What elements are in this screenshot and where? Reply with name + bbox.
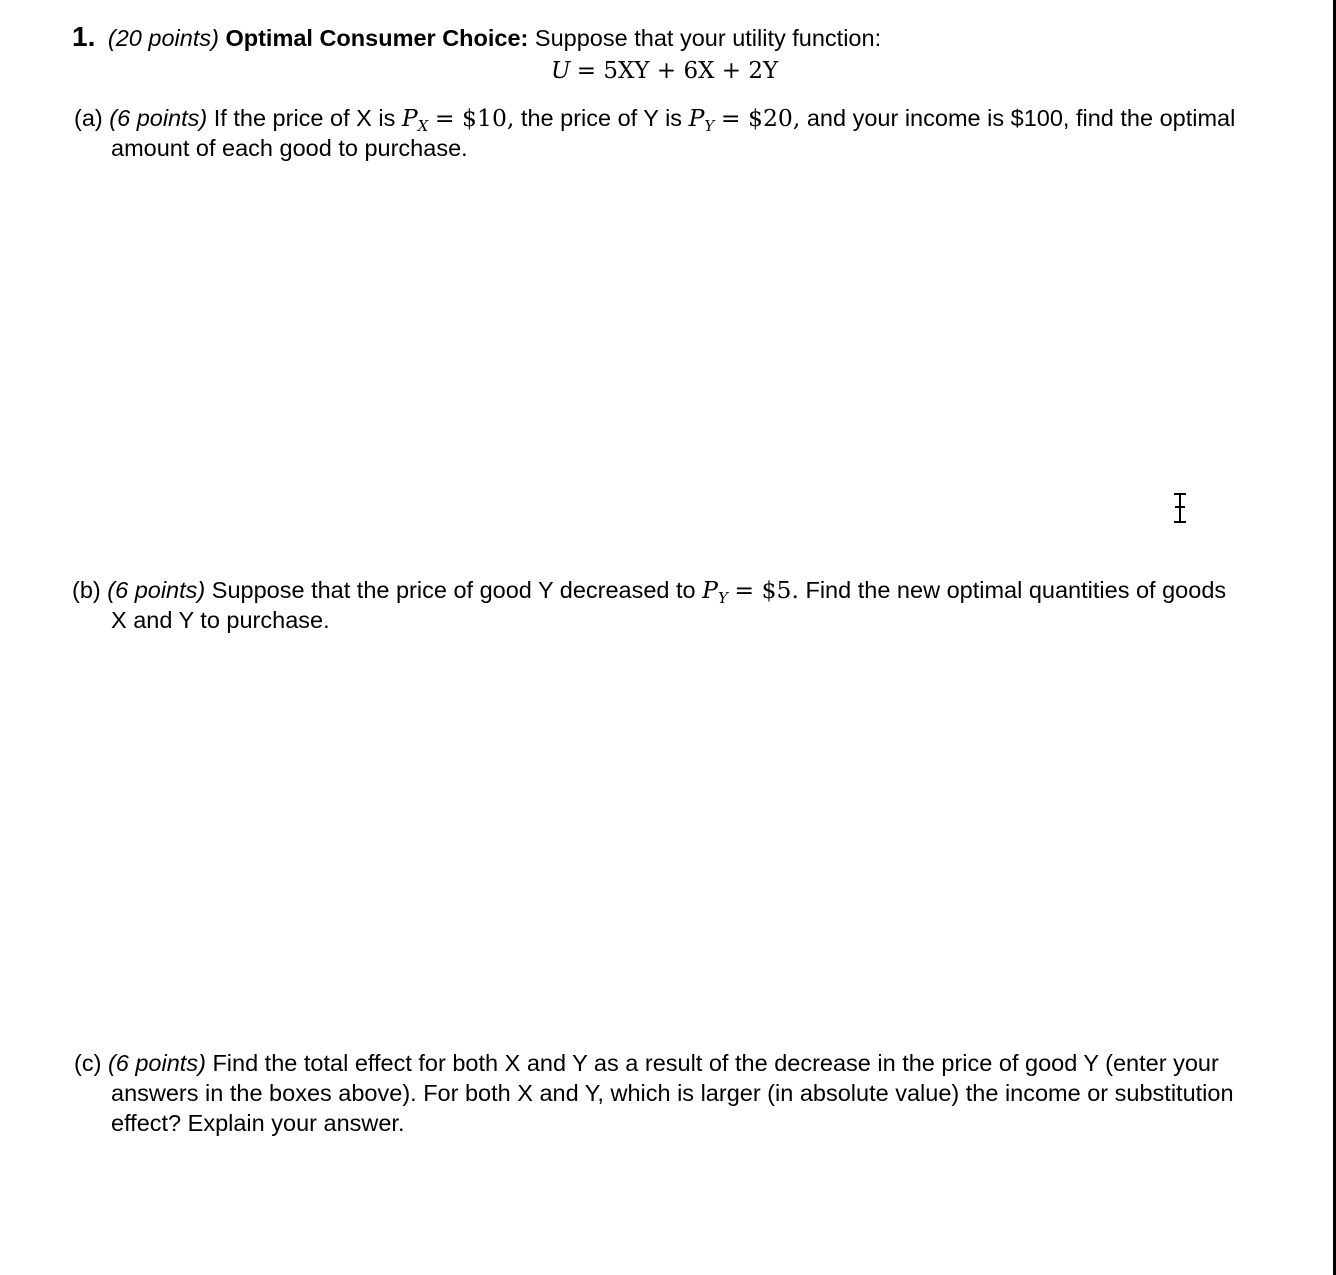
- problem-title: Optimal Consumer Choice:: [225, 25, 529, 51]
- part-c-line-2: answers in the boxes above). For both X and Y, which is larger (in absolute value) the income or substitution: [111, 1080, 1234, 1106]
- problem-points: (20 points): [107, 25, 219, 51]
- part-a-px-value: = $10,: [434, 104, 515, 132]
- part-b-label: (b): [72, 577, 101, 603]
- part-c-label: (c): [74, 1050, 102, 1076]
- part-b-text-pre: Suppose that the price of good Y decreased to: [211, 577, 696, 603]
- part-a-text-mid: the price of Y is: [520, 105, 683, 131]
- part-c-points: (6 points): [107, 1050, 206, 1076]
- part-a-text-post: and your income is $100, find the optimal: [806, 105, 1236, 131]
- part-a-text-pre: If the price of X is: [213, 105, 396, 131]
- part-b-py-value: = $5.: [734, 576, 799, 604]
- part-a-py-var: P: [688, 104, 705, 132]
- utility-equation: [0, 56, 1336, 85]
- part-b-py-var: P: [702, 576, 718, 604]
- part-a-line-2: amount of each good to purchase.: [111, 135, 468, 161]
- problem-intro: Suppose that your utility function:: [534, 25, 882, 51]
- part-b-line-2: X and Y to purchase.: [111, 607, 330, 633]
- equation-rhs: = 5XY + 6X + 2Y: [576, 58, 779, 84]
- part-a-py-value: = $20,: [720, 104, 801, 132]
- part-b-text-post: Find the new optimal quantities of goods: [805, 577, 1227, 603]
- part-c-text-1: Find the total effect for both X and Y as a result of the decrease in the price of good Y (enter your: [212, 1050, 1219, 1076]
- part-a-px-var: P: [401, 104, 418, 132]
- problem-number: 1.: [72, 21, 96, 52]
- text-cursor-icon: [1170, 492, 1190, 524]
- part-a-label: (a): [74, 105, 103, 131]
- part-c-line-3: effect? Explain your answer.: [111, 1110, 405, 1136]
- part-c-line-1: [74, 1048, 1219, 1078]
- part-a-points: (6 points): [109, 105, 208, 131]
- equation-lhs: U: [551, 58, 571, 84]
- part-a-px-sub: X: [417, 117, 429, 135]
- part-b-points: (6 points): [107, 577, 206, 603]
- part-b-py-sub: Y: [717, 589, 728, 607]
- part-a-py-sub: Y: [704, 117, 715, 135]
- problem-header: [72, 22, 881, 53]
